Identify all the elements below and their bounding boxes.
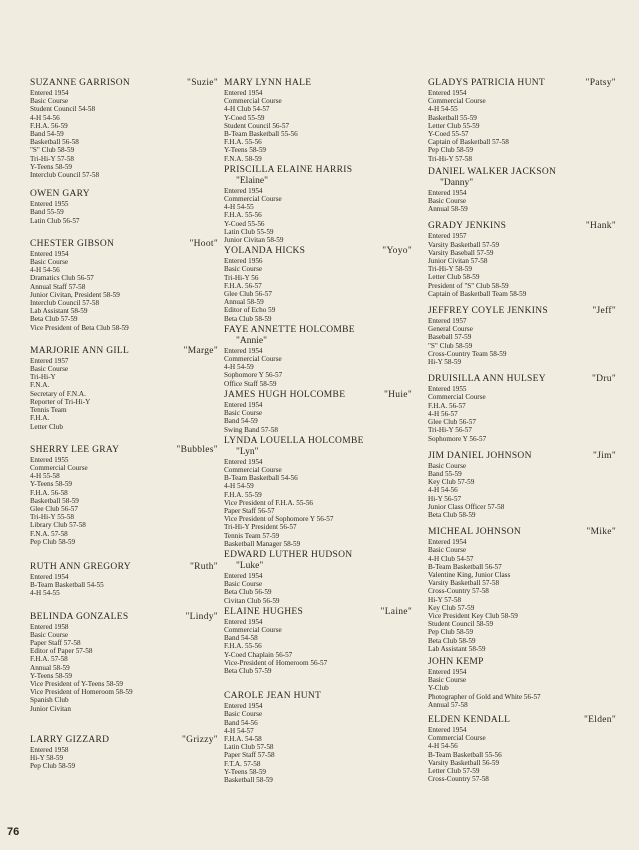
activity-line: B-Team Basketball 55-56 <box>428 750 502 759</box>
activity-line: Entered 1954 <box>224 186 263 195</box>
activity-line: Letter Club <box>30 422 63 431</box>
activity-line: Pep Club 58-59 <box>30 537 76 546</box>
activity-line: Latin Club 55-59 <box>224 227 274 236</box>
activity-line: Glee Club 56-57 <box>224 290 272 299</box>
activity-line: Y-Teens 58-59 <box>30 671 73 680</box>
activity-line: Band 55-59 <box>30 208 64 217</box>
student-name-row <box>428 374 624 385</box>
activity-line: F.H.A. 54-58 <box>224 734 262 743</box>
activity-line: Tri-Hi-Y 57-58 <box>30 154 74 163</box>
activity-line: Y-Teens 58-59 <box>224 146 267 155</box>
activity-line: 4-H 54-56 <box>428 486 458 495</box>
activity-line: Entered 1954 <box>30 89 69 97</box>
activity-line: Entered 1954 <box>224 702 263 711</box>
student-nickname: "Dru" <box>591 374 616 385</box>
student-name-row <box>30 78 226 89</box>
activity-line: Entered 1954 <box>224 571 263 580</box>
activity-line: Hi-Y 57-58 <box>428 595 462 604</box>
student-name-row <box>224 436 420 447</box>
activity-line: Tri-Hi-Y <box>30 373 56 382</box>
activity-line: Basic Course <box>30 97 69 106</box>
activity-line: Hi-Y 56-57 <box>428 494 462 503</box>
activity-line: Photographer of Gold and White 56-57 <box>428 692 541 701</box>
activity-line: Junior Class Officer 57-58 <box>428 502 505 511</box>
student-nickname: "Huie" <box>383 389 412 400</box>
activity-line: Annual 58-59 <box>428 205 468 214</box>
student-name: SUZANNE GARRISON <box>30 78 131 88</box>
activity-line: Basic Course <box>224 710 263 719</box>
activity-line: 4-H Club 54-57 <box>428 554 474 563</box>
activity-line: Library Club 57-58 <box>30 521 86 530</box>
student-name-row <box>224 691 420 702</box>
student-entry <box>428 715 624 783</box>
activity-line: Office Staff 58-59 <box>224 379 277 388</box>
activity-line: Glee Club 56-57 <box>30 504 78 513</box>
student-entry <box>30 445 226 546</box>
activity-line: 4-H 54-56 <box>30 266 60 275</box>
activity-line: Latin Club 57-58 <box>224 743 274 752</box>
activity-line: "S" Club 58-59 <box>30 146 75 155</box>
activity-line: Vice President of Homeroom 58-59 <box>30 688 133 697</box>
activity-line: Band 54-56 <box>224 718 258 727</box>
activity-line: Tri-Hi-Y President 56-57 <box>224 523 297 532</box>
activity-line: Annual Staff 57-58 <box>30 282 86 291</box>
activity-line: Tri-Hi-Y 56 <box>224 273 259 282</box>
activity-line: Commercial Course <box>224 355 282 364</box>
activity-line: Paper Staff 57-58 <box>30 638 81 647</box>
student-name: MARJORIE ANN GILL <box>30 345 130 356</box>
student-nickname: "Laine" <box>380 606 412 617</box>
activity-line: F.H.A. 55-56 <box>224 138 262 147</box>
student-entry <box>224 436 420 548</box>
activity-line: Entered 1954 <box>30 572 69 581</box>
student-entry <box>428 78 624 163</box>
activity-line: Cross-Country 57-58 <box>428 775 489 784</box>
activity-line: 4-H 55-58 <box>30 472 60 481</box>
student-name-row <box>428 306 624 317</box>
activity-line: Key Club 57-59 <box>428 478 475 487</box>
student-name-row <box>30 612 226 623</box>
activity-line: 4-H Club 54-57 <box>224 105 270 114</box>
student-name-row <box>30 445 226 456</box>
student-nickname: "Yoyo" <box>382 246 412 257</box>
activity-line: Entered 1954 <box>224 346 263 355</box>
student-name: OWEN GARY <box>30 189 90 200</box>
page-number: 76 <box>7 826 20 838</box>
activity-line: Basic Course <box>224 580 263 589</box>
activity-line: 4-H 54-59 <box>224 482 254 491</box>
student-nickname: "Hank" <box>585 221 616 232</box>
student-entry <box>30 239 226 332</box>
student-name: BELINDA GONZALES <box>30 611 129 622</box>
activity-line: Entered 1955 <box>30 455 69 464</box>
activity-line: Sophomore Y 56-57 <box>428 434 487 443</box>
activity-line: Letter Club 57-59 <box>428 767 480 775</box>
activity-line: Band 54-59 <box>30 130 64 139</box>
activity-line: Commercial Course <box>30 463 88 472</box>
activity-line: F.H.A. 56-59 <box>30 121 68 130</box>
activity-line: Captain of Basketball 57-58 <box>428 138 509 147</box>
activity-line: Editor of Echo 59 <box>224 306 276 315</box>
activity-line: Spanish Club <box>30 696 69 705</box>
student-name: EDWARD LUTHER HUDSON <box>224 549 353 560</box>
student-name: SHERRY LEE GRAY <box>30 444 120 455</box>
student-name: LYNDA LOUELLA HOLCOMBE <box>224 435 364 446</box>
activity-line: Y-Teens 58-59 <box>224 767 267 776</box>
activity-line: Beta Club 57-59 <box>30 315 78 324</box>
student-name: LARRY GIZZARD <box>30 734 110 745</box>
student-name-row <box>224 246 420 257</box>
activity-line: Swing Band 57-58 <box>224 425 278 434</box>
student-name-row <box>224 550 420 561</box>
activity-line: Entered 1954 <box>428 188 467 197</box>
activity-line: B-Team Basketball 56-57 <box>428 562 502 571</box>
activity-line: General Course <box>428 325 473 334</box>
activity-line: 4-H 54-57 <box>224 726 254 735</box>
activity-line: Varsity Basketball 57-59 <box>428 240 500 249</box>
activity-line: Basic Course <box>428 461 467 470</box>
activity-line: Hi-Y 58-59 <box>30 753 64 762</box>
student-entry <box>30 346 226 431</box>
student-name: PRISCILLA ELAINE HARRIS <box>224 164 353 175</box>
student-entry <box>30 189 226 225</box>
student-entry <box>428 221 624 298</box>
activity-line: Varsity Baseball 57-59 <box>428 248 494 257</box>
student-nickname: "Annie" <box>236 335 267 346</box>
student-nickname: "Luke" <box>236 560 264 571</box>
activity-line: Entered 1957 <box>30 356 69 365</box>
student-entry <box>224 550 420 605</box>
activity-line: Beta Club 58-59 <box>428 636 476 645</box>
student-name-row <box>428 657 624 668</box>
student-nickname: "Elden" <box>583 714 616 725</box>
student-name-row <box>428 451 624 462</box>
student-name-row <box>428 221 624 232</box>
activity-line: Latin Club 56-57 <box>30 216 80 225</box>
activity-line: B-Team Basketball 54-55 <box>30 581 104 590</box>
activity-line: Junior Civitan, President 58-59 <box>30 290 120 299</box>
student-entry <box>224 390 420 434</box>
student-name-row <box>224 390 420 401</box>
student-name: ELDEN KENDALL <box>428 714 511 725</box>
student-nickname: "Bubbles" <box>176 444 218 455</box>
student-name: DRUISILLA ANN HULSEY <box>428 374 546 385</box>
activity-line: "S" Club 58-59 <box>428 341 473 350</box>
student-entry <box>224 246 420 323</box>
activity-line: Lab Assistant 58-59 <box>30 307 88 316</box>
activity-line: Commercial Course <box>428 734 486 743</box>
activity-line: Tri-Hi-Y 58-59 <box>428 265 472 274</box>
student-name: MICHEAL JOHNSON <box>428 527 522 538</box>
student-name-row <box>224 78 420 89</box>
activity-line: Reporter of Tri-Hi-Y <box>30 397 91 406</box>
activity-line: Varsity Basketball 56-59 <box>428 758 500 767</box>
student-entry <box>30 562 226 598</box>
student-name-row <box>428 167 624 178</box>
student-nickname: "Grizzy" <box>181 734 218 745</box>
student-nickname: "Jeff" <box>592 306 616 317</box>
activity-line: F.H.A. <box>30 414 50 423</box>
student-name: JOHN KEMP <box>428 656 484 667</box>
student-entry <box>428 657 624 709</box>
student-nickname: "Mike" <box>586 527 616 538</box>
student-name: FAYE ANNETTE HOLCOMBE <box>224 324 355 335</box>
activity-line: Entered 1958 <box>30 745 69 754</box>
activity-line: Annual 58-59 <box>30 663 70 672</box>
student-name: GRADY JENKINS <box>428 221 507 232</box>
student-name-row <box>428 715 624 726</box>
activity-line: Beta Club 58-59 <box>428 510 476 519</box>
student-entry <box>224 691 420 784</box>
activity-line: Vice President of Beta Club 58-59 <box>30 323 129 332</box>
student-name: CAROLE JEAN HUNT <box>224 691 322 702</box>
activity-line: Baseball 57-59 <box>428 333 472 342</box>
activity-line: B-Team Basketball 55-56 <box>224 130 298 139</box>
activity-line: Letter Club 58-59 <box>428 273 480 282</box>
activity-line: Basketball 58-59 <box>224 776 273 784</box>
activity-line: Commercial Course <box>224 97 282 106</box>
activity-line: Entered 1957 <box>428 317 467 326</box>
activity-line: Lab Assistant 58-59 <box>428 644 486 653</box>
student-entry <box>30 735 226 771</box>
activity-line: B-Team Basketball 54-56 <box>224 474 298 483</box>
student-entry <box>428 167 624 214</box>
activity-line: Hi-Y 58-59 <box>428 358 462 367</box>
student-entry <box>224 78 420 163</box>
student-name: YOLANDA HICKS <box>224 246 306 257</box>
activity-line: Junior Civitan 57-58 <box>428 257 488 266</box>
activity-line: Annual 58-59 <box>224 298 264 307</box>
activity-line: Entered 1954 <box>224 400 263 409</box>
activity-line: Dramatics Club 56-57 <box>30 274 94 283</box>
activity-line: Letter Club 55-59 <box>428 121 480 130</box>
activity-line: 4-H 54-55 <box>224 203 254 212</box>
activity-line: Vice President of Sophomore Y 56-57 <box>224 515 334 524</box>
activity-line: Cross-Country Team 58-59 <box>428 349 507 358</box>
activity-line: 4-H 54-55 <box>428 105 458 114</box>
activity-line: F.N.A. 57-58 <box>30 529 68 538</box>
activity-line: F.H.A. 56-57 <box>428 401 466 410</box>
activity-line: Editor of Paper 57-58 <box>30 647 93 656</box>
student-name-row <box>30 735 226 746</box>
student-nickname: "Lyn" <box>236 446 259 457</box>
student-name: JAMES HUGH HOLCOMBE <box>224 389 346 400</box>
student-name: ELAINE HUGHES <box>224 606 304 617</box>
activity-line: Band 54-58 <box>224 634 258 643</box>
activity-line: Vice President Key Club 58-59 <box>428 611 518 620</box>
activity-line: Beta Club 56-59 <box>224 588 272 597</box>
student-nickname: "Elaine" <box>236 175 269 186</box>
student-name-row <box>224 165 420 176</box>
activity-line: F.H.A. 56-57 <box>224 281 262 290</box>
activity-line: Entered 1954 <box>224 89 263 97</box>
activity-line: Band 55-59 <box>428 469 462 478</box>
activity-line: Commercial Course <box>224 465 282 474</box>
activity-line: Paper Staff 56-57 <box>224 506 275 515</box>
activity-line: Y-Teens 58-59 <box>30 162 73 171</box>
activity-line: Junior Civitan <box>30 704 71 713</box>
activity-line: Y-Coed Chaplain 56-57 <box>224 650 293 659</box>
student-nickname: "Danny" <box>440 177 474 188</box>
activity-line: Paper Staff 57-58 <box>224 751 275 760</box>
student-name-row <box>224 325 420 336</box>
activity-line: Entered 1954 <box>428 725 467 734</box>
activity-line: Entered 1954 <box>428 667 467 676</box>
student-entry <box>428 451 624 519</box>
activity-line: Y-Coed 55-57 <box>428 130 469 139</box>
student-entry <box>428 306 624 366</box>
activity-line: F.N.A. <box>30 381 50 390</box>
activity-line: Varsity Basketball 57-58 <box>428 579 500 588</box>
activity-line: 4-H 56-57 <box>428 409 458 418</box>
activity-line: Tennis Team <box>30 406 67 415</box>
student-nickname: "Hoot" <box>189 238 218 249</box>
student-entry <box>224 325 420 388</box>
column-right <box>428 78 624 783</box>
activity-line: Entered 1955 <box>428 385 467 394</box>
activity-line: Student Council 56-57 <box>224 121 290 130</box>
activity-line: Entered 1957 <box>428 232 467 241</box>
activity-line: Vice President of Y-Teens 58-59 <box>30 679 124 688</box>
activity-line: President of "S" Club 58-59 <box>428 281 509 290</box>
activity-line: Basketball Manager 58-59 <box>224 539 301 548</box>
student-name: CHESTER GIBSON <box>30 238 115 249</box>
activity-line: Pep Club 58-59 <box>428 628 474 637</box>
column-middle <box>224 78 420 784</box>
activity-line: Interclub Council 57-58 <box>30 299 100 308</box>
student-name-row <box>428 527 624 538</box>
activity-line: Entered 1954 <box>428 538 467 547</box>
activity-line: 4-H 54-59 <box>224 363 254 372</box>
student-nickname: "Patsy" <box>585 78 616 88</box>
activity-line: Basic Course <box>224 409 263 418</box>
activity-line: F.N.A. 58-59 <box>224 154 262 163</box>
activity-line: Secretary of F.N.A. <box>30 389 86 398</box>
student-entry <box>428 527 624 653</box>
activity-line: Pep Club 58-59 <box>428 146 474 155</box>
student-name-row <box>428 78 624 89</box>
activity-line: Tri-Hi-Y 57-58 <box>428 154 472 163</box>
activity-line: Cross-Country 57-58 <box>428 587 489 596</box>
activity-line: F.H.A. 56-58 <box>30 488 68 497</box>
student-name-row <box>224 607 420 618</box>
student-name: GLADYS PATRICIA HUNT <box>428 78 546 88</box>
activity-line: Student Council 54-58 <box>30 105 96 114</box>
student-entry <box>224 607 420 675</box>
student-nickname: "Jim" <box>593 450 616 461</box>
activity-line: Captain of Basketball Team 58-59 <box>428 289 527 298</box>
student-entry <box>224 165 420 244</box>
activity-line: 4-H 54-56 <box>30 113 60 122</box>
activity-line: Basic Course <box>428 676 467 685</box>
activity-line: F.T.A. 57-58 <box>224 759 261 768</box>
activity-line: Beta Club 58-59 <box>224 314 272 323</box>
activity-line: Commercial Course <box>224 195 282 204</box>
activity-line: F.H.A. 55-56 <box>224 642 262 651</box>
activity-line: Basic Course <box>30 365 69 374</box>
activity-line: Basic Course <box>428 546 467 555</box>
activity-line: Junior Civitan 58-59 <box>224 236 284 245</box>
student-name-row <box>30 346 226 357</box>
student-name: JIM DANIEL JOHNSON <box>428 450 532 461</box>
activity-line: Basic Course <box>428 197 467 206</box>
activity-line: Y-Teens 58-59 <box>30 480 73 489</box>
activity-line: Entered 1958 <box>30 622 69 631</box>
activity-line: Y-Coed 55-56 <box>224 219 265 228</box>
student-nickname: "Suzie" <box>187 78 218 88</box>
activity-line: Basic Course <box>224 265 263 274</box>
activity-line: Commercial Course <box>428 393 486 402</box>
activity-line: Sophomore Y 56-57 <box>224 371 283 380</box>
activity-line: Y-Club <box>428 684 449 693</box>
activity-line: Entered 1954 <box>428 89 467 97</box>
student-name: MARY LYNN HALE <box>224 78 312 88</box>
activity-line: F.H.A. 55-56 <box>224 211 262 220</box>
activity-line: Basic Course <box>30 630 69 639</box>
student-name: DANIEL WALKER JACKSON <box>428 166 557 177</box>
activity-line: Vice President of F.H.A. 55-56 <box>224 498 314 507</box>
activity-line: Band 54-59 <box>224 417 258 426</box>
activity-line: Valentine King, Junior Class <box>428 570 511 579</box>
activity-line: Entered 1954 <box>224 617 263 626</box>
activity-line: 4-H 54-55 <box>30 589 60 598</box>
student-entry <box>428 374 624 442</box>
activity-line: Tri-Hi-Y 56-57 <box>428 426 472 435</box>
activity-line: Basketball 58-59 <box>30 496 79 505</box>
activity-line: F.H.A. 55-59 <box>224 490 262 499</box>
activity-line: Glee Club 56-57 <box>428 418 476 427</box>
student-nickname: "Ruth" <box>189 561 218 572</box>
activity-line: Key Club 57-59 <box>428 603 475 612</box>
activity-line: Entered 1954 <box>224 457 263 466</box>
column-left <box>30 78 226 770</box>
activity-line: Tri-Hi-Y 55-58 <box>30 513 74 522</box>
activity-line: Commercial Course <box>224 625 282 634</box>
activity-line: Basketball 56-58 <box>30 138 79 147</box>
student-entry <box>30 78 226 179</box>
student-entry <box>30 612 226 713</box>
student-name-row <box>30 239 226 250</box>
activity-line: Basketball 55-59 <box>428 113 477 122</box>
activity-line: Entered 1955 <box>30 200 69 209</box>
student-nickname: "Marge" <box>183 345 218 356</box>
activity-line: Pep Club 58-59 <box>30 762 76 771</box>
student-name-row <box>30 189 226 200</box>
activity-line: Vice-President of Homeroom 56-57 <box>224 658 328 667</box>
activity-line: 4-H 54-56 <box>428 742 458 751</box>
student-name-row <box>30 562 226 573</box>
student-name: RUTH ANN GREGORY <box>30 561 131 572</box>
activity-line: Entered 1956 <box>224 257 263 266</box>
activity-line: Beta Club 57-59 <box>224 666 272 675</box>
activity-line: Interclub Council 57-58 <box>30 171 100 180</box>
activity-line: Y-Coed 55-59 <box>224 113 265 122</box>
activity-line: F.H.A. 57-58 <box>30 655 68 664</box>
activity-line: Tennis Team 57-59 <box>224 531 280 540</box>
activity-line: Student Council 58-59 <box>428 620 494 629</box>
student-name: JEFFREY COYLE JENKINS <box>428 306 548 317</box>
activity-line: Commercial Course <box>428 97 486 106</box>
activity-line: Basic Course <box>30 258 69 267</box>
activity-line: Annual 57-58 <box>428 700 468 709</box>
activity-line: Entered 1954 <box>30 249 69 258</box>
student-nickname: "Lindy" <box>185 611 218 622</box>
activity-line: Civitan Club 56-59 <box>224 596 280 605</box>
